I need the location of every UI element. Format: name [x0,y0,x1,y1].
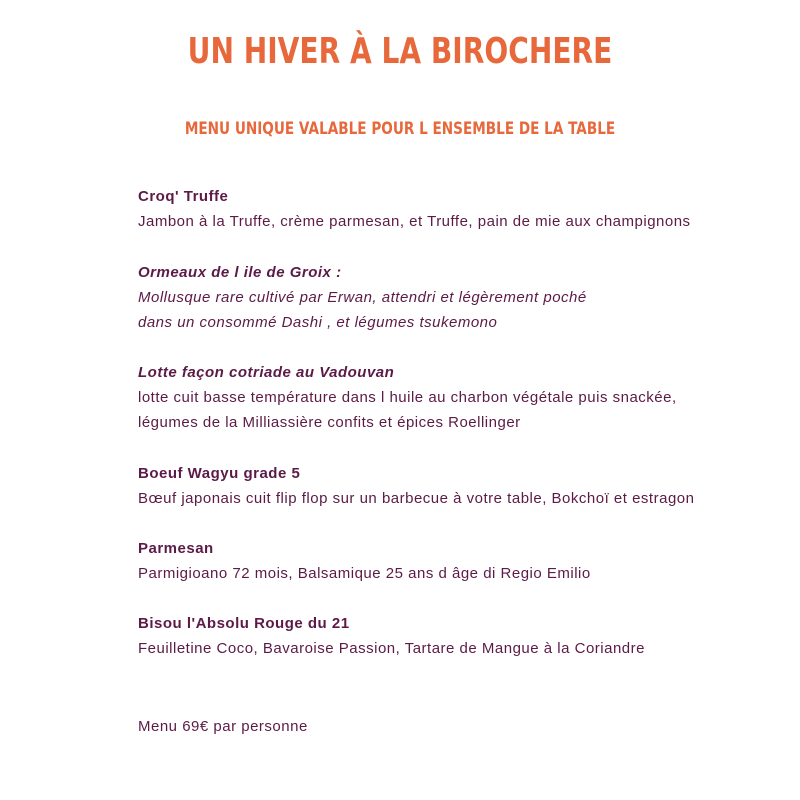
course-name: Ormeaux de l ile de Groix : [138,264,342,281]
course-name: Bisou l'Absolu Rouge du 21 [138,615,350,632]
course-name: Lotte façon cotriade au Vadouvan [138,364,395,381]
menu-price: Menu 69€ par personne [138,718,308,735]
course-boeuf-wagyu [138,461,778,511]
course-name: Boeuf Wagyu grade 5 [138,465,301,482]
course-description: Parmigioano 72 mois, Balsamique 25 ans d âge di Regio Emilio [138,565,591,582]
course-lotte [138,360,778,435]
menu-title: UN HIVER À LA BIROCHERE [187,31,613,72]
menu-subtitle: MENU UNIQUE VALABLE POUR L ENSEMBLE DE LA TABLE [184,119,616,139]
course-description: Mollusque rare cultivé par Erwan, attendri et légèrement poché [138,289,587,306]
course-ormeaux [138,260,778,335]
course-description: dans un consommé Dashi , et légumes tsukemono [138,314,498,331]
course-name: Croq' Truffe [138,188,229,205]
course-description: Feuilletine Coco, Bavaroise Passion, Tartare de Mangue à la Coriandre [138,640,645,657]
course-croq-truffe [138,184,778,234]
course-description: Bœuf japonais cuit flip flop sur un barbecue à votre table, Bokchoï et estragon [138,490,695,507]
course-description: légumes de la Milliassière confits et épices Roellinger [138,414,521,431]
course-parmesan [138,536,778,586]
course-description: lotte cuit basse température dans l huile au charbon végétale puis snackée, [138,389,677,406]
course-bisou [138,611,778,661]
course-description: Jambon à la Truffe, crème parmesan, et Truffe, pain de mie aux champignons [138,213,691,230]
course-name: Parmesan [138,540,214,557]
